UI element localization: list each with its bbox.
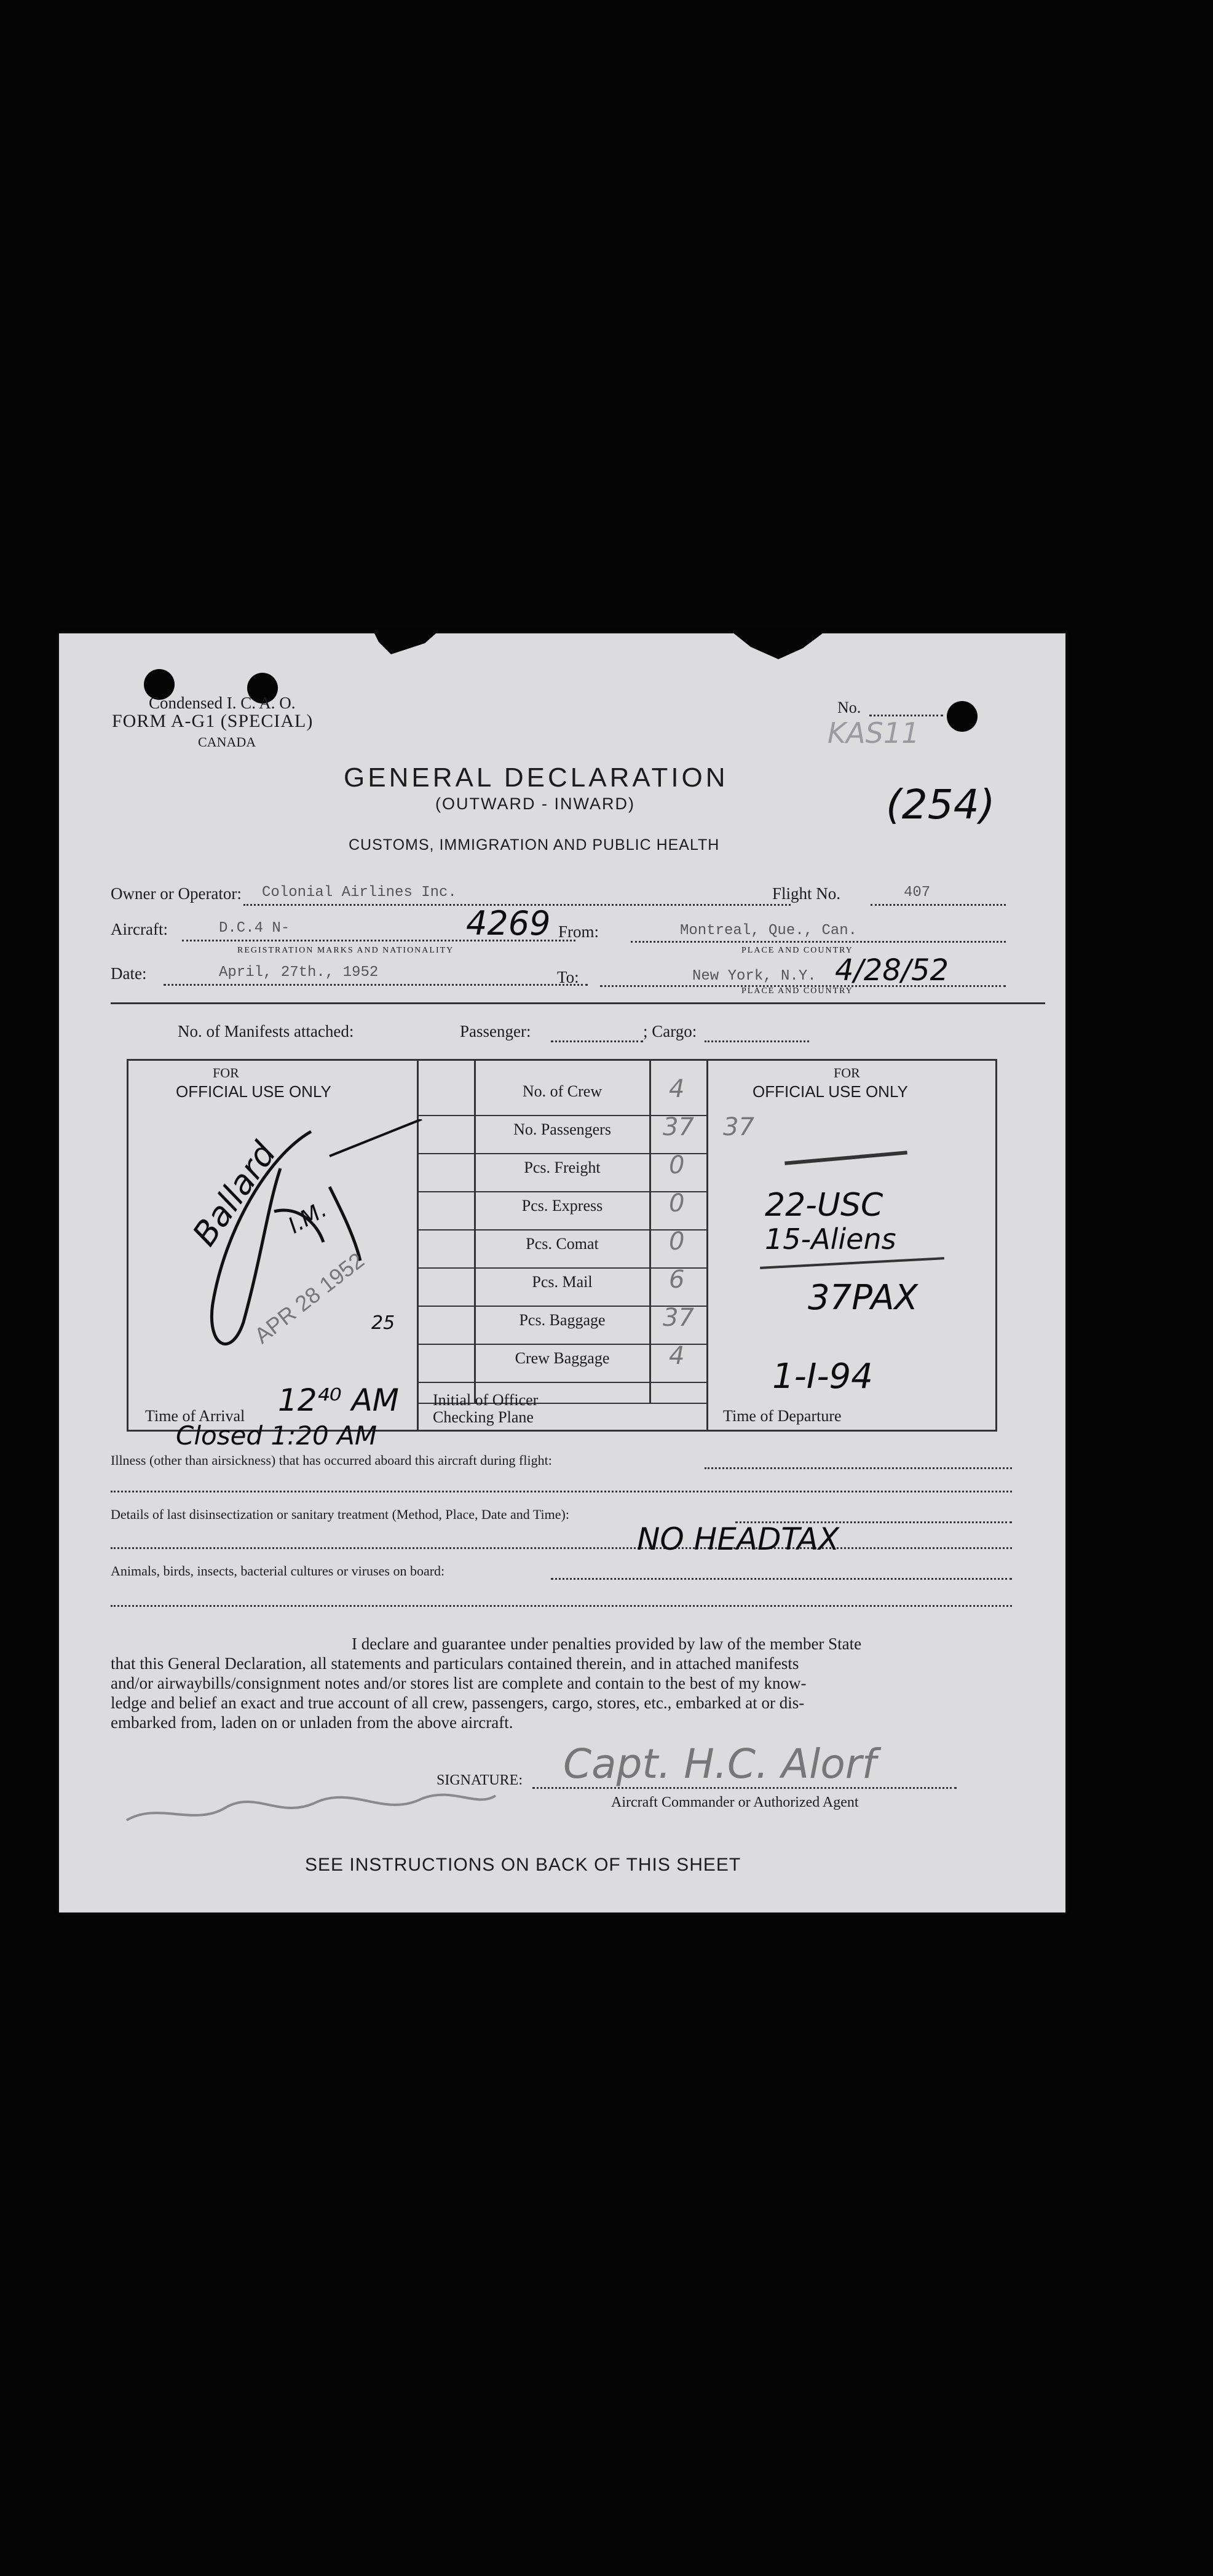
departure-label: Time of Departure <box>723 1407 842 1425</box>
aircraft-value: D.C.4 N- <box>219 920 290 937</box>
cargo-line <box>705 1040 809 1042</box>
row-label-crew: No. of Crew <box>522 1082 603 1100</box>
row-value-express: 0 <box>669 1189 685 1218</box>
stamp-date: APR 28 1952 <box>249 1247 369 1349</box>
cargo-label: ; Cargo: <box>643 1022 697 1040</box>
form-line-3: CANADA <box>198 734 256 750</box>
passenger-line <box>551 1040 643 1042</box>
to-handwritten: 4/28/52 <box>835 953 949 988</box>
handwritten-ref-top: KAS11 <box>828 716 920 750</box>
row-value-passengers: 37 <box>663 1113 694 1141</box>
arrival-label: Time of Arrival <box>145 1407 245 1425</box>
form-line-2: FORM A-G1 (SPECIAL) <box>112 711 314 731</box>
left-initials: I.M. <box>284 1197 331 1239</box>
table-grid <box>419 1064 708 1408</box>
header-rule <box>111 1002 1045 1004</box>
to-sublabel: PLACE AND COUNTRY <box>741 986 853 996</box>
right-header-1: FOR <box>834 1065 860 1080</box>
stamp-extra: 25 <box>371 1312 395 1334</box>
row-value-crew-baggage: 4 <box>669 1342 685 1370</box>
torn-edge-icon <box>299 630 828 667</box>
illness-label: Illness (other than airsickness) that has occurred aboard this aircraft during flight: <box>111 1452 552 1468</box>
disinfect-label: Details of last disinsectization or sanitary treatment (Method, Place, Date and Time): <box>111 1507 569 1522</box>
arrival-handwritten: 12⁴⁰ AM <box>278 1382 399 1418</box>
right-handwritten-4: 1-I-94 <box>772 1357 873 1397</box>
illness-line-2 <box>111 1491 1012 1492</box>
document-title: GENERAL DECLARATION <box>344 763 729 793</box>
row-label-baggage: Pcs. Baggage <box>519 1311 606 1329</box>
right-handwritten-2: 15-Aliens <box>765 1223 896 1256</box>
row-value-crew: 4 <box>669 1075 685 1103</box>
animals-line-1 <box>551 1578 1012 1580</box>
faded-scribble-icon <box>121 1777 502 1833</box>
animals-label: Animals, birds, insects, bacterial cultures or viruses on board: <box>111 1563 445 1579</box>
handwritten-ref: (254) <box>886 781 995 828</box>
departments-line: CUSTOMS, IMMIGRATION AND PUBLIC HEALTH <box>349 836 720 854</box>
declaration-line-1: I declare and guarantee under penalties provided by law of the member State <box>352 1635 862 1653</box>
instructions-footer: SEE INSTRUCTIONS ON BACK OF THIS SHEET <box>305 1855 741 1875</box>
right-handwritten-3: 37PAX <box>808 1278 918 1318</box>
declaration-line-5: embarked from, laden on or unladen from the above aircraft. <box>111 1713 513 1732</box>
document-subtitle: (OUTWARD - INWARD) <box>435 795 635 813</box>
animals-line-2 <box>111 1605 1012 1607</box>
officer-label-2: Checking Plane <box>433 1408 534 1426</box>
left-header-2: OFFICIAL USE ONLY <box>176 1082 331 1101</box>
row-value-comat: 0 <box>669 1227 685 1256</box>
declaration-line-3: and/or airwaybills/consignment notes and/or stores list are complete and contain to the best of my know- <box>111 1674 807 1692</box>
row-value-baggage: 37 <box>663 1304 694 1332</box>
flight-label: Flight No. <box>772 884 841 903</box>
row-value-mail: 6 <box>669 1266 685 1294</box>
form-line-1: Condensed I. C. A. O. <box>149 694 296 712</box>
closed-handwritten: Closed 1:20 AM <box>176 1421 377 1451</box>
right-handwritten-1: 22-USC <box>765 1187 883 1224</box>
from-label: From: <box>558 922 599 941</box>
date-line <box>164 984 588 986</box>
declaration-line-4: ledge and belief an exact and true account of all crew, passengers, cargo, stores, etc., embarked at or dis- <box>111 1694 805 1712</box>
owner-label: Owner or Operator: <box>111 884 242 903</box>
left-signature: Ballard <box>184 1135 284 1253</box>
date-value: April, 27th., 1952 <box>219 964 379 981</box>
punch-hole <box>947 701 978 732</box>
passengers-handwritten: 37 <box>723 1113 754 1141</box>
from-line <box>631 941 1006 943</box>
aircraft-label: Aircraft: <box>111 920 168 938</box>
row-label-crew-baggage: Crew Baggage <box>515 1349 610 1367</box>
signature-label: SIGNATURE: <box>437 1772 523 1788</box>
passenger-label: Passenger: <box>460 1022 531 1040</box>
owner-value: Colonial Airlines Inc. <box>262 884 457 901</box>
row-label-express: Pcs. Express <box>521 1197 603 1215</box>
flight-line <box>871 904 1006 906</box>
row-label-passengers: No. Passengers <box>513 1120 611 1138</box>
number-label: No. <box>837 699 861 716</box>
disinfect-line-2 <box>111 1547 1012 1549</box>
date-label: Date: <box>111 964 147 983</box>
left-header-1: FOR <box>213 1065 239 1080</box>
flight-value: 407 <box>904 884 931 901</box>
to-label: To: <box>557 968 579 986</box>
illness-line-1 <box>705 1467 1012 1469</box>
signature-handwritten: Capt. H.C. Alorf <box>563 1740 877 1788</box>
row-label-mail: Pcs. Mail <box>532 1273 593 1291</box>
row-label-comat: Pcs. Comat <box>526 1235 599 1253</box>
from-sublabel: PLACE AND COUNTRY <box>741 946 853 955</box>
declaration-sheet <box>59 633 1065 1912</box>
officer-label-1: Initial of Officer <box>433 1391 539 1409</box>
to-value: New York, N.Y. <box>692 968 816 985</box>
row-value-freight: 0 <box>669 1151 685 1179</box>
right-header-2: OFFICIAL USE ONLY <box>753 1082 908 1101</box>
headtax-handwritten: NO HEADTAX <box>637 1521 839 1557</box>
declaration-line-2: that this General Declaration, all statements and particulars contained therein, and in attached manifests <box>111 1654 799 1673</box>
aircraft-handwritten: 4269 <box>466 904 551 943</box>
manifests-label: No. of Manifests attached: <box>178 1022 354 1040</box>
signature-sublabel: Aircraft Commander or Authorized Agent <box>611 1794 859 1810</box>
from-value: Montreal, Que., Can. <box>680 922 858 939</box>
row-label-freight: Pcs. Freight <box>524 1159 601 1176</box>
aircraft-sublabel: REGISTRATION MARKS AND NATIONALITY <box>237 946 454 955</box>
